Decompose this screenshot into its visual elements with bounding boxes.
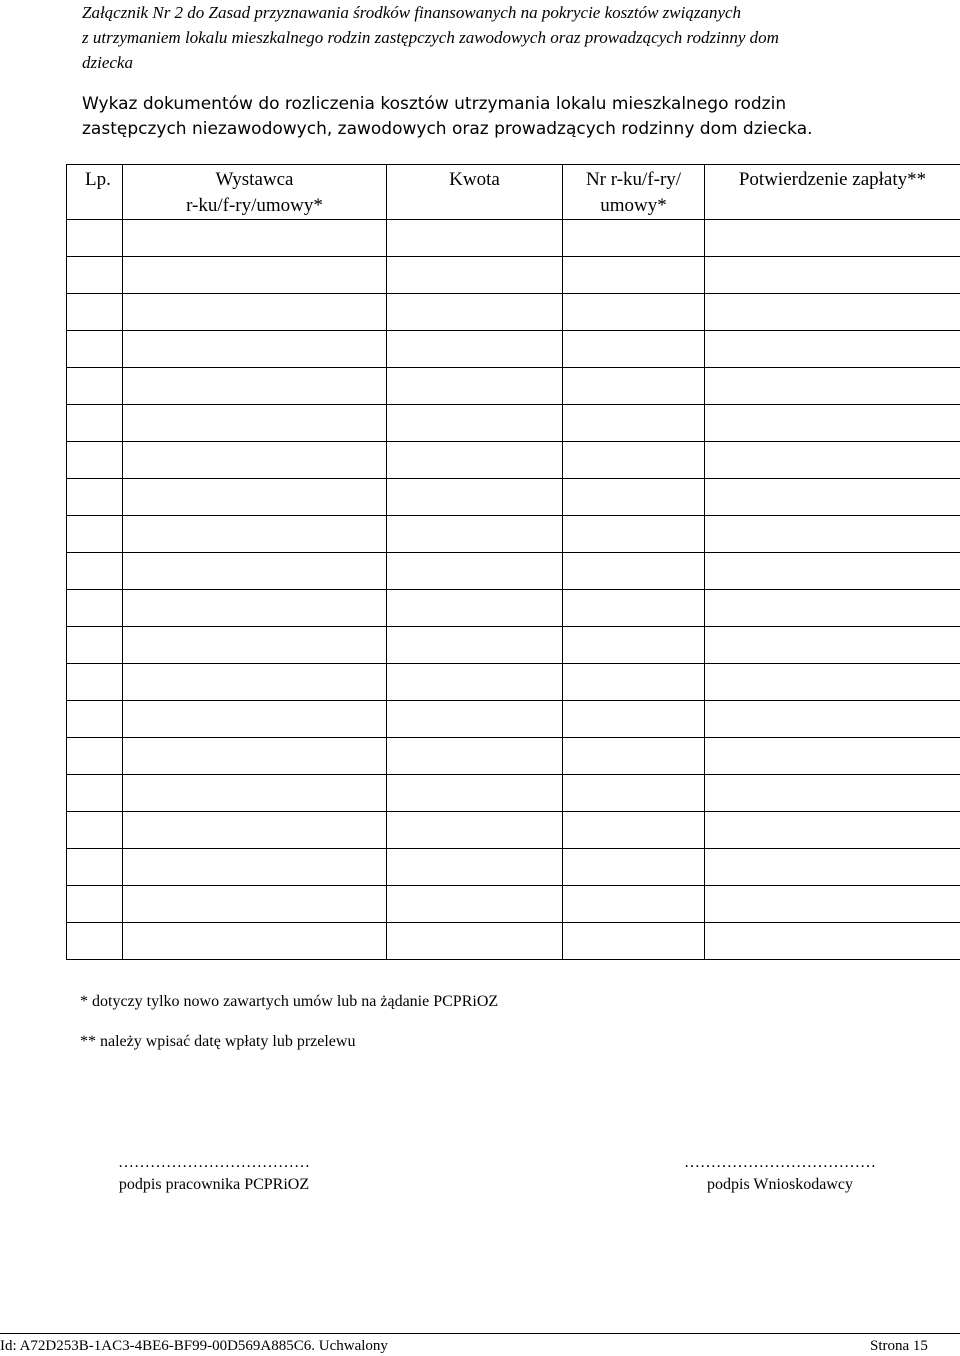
table-row bbox=[67, 331, 960, 368]
table-cell bbox=[563, 368, 705, 405]
table-cell bbox=[705, 849, 960, 886]
table-cell bbox=[67, 553, 123, 590]
column-header-issuer: Wystawca r-ku/f-ry/umowy* bbox=[123, 165, 387, 220]
table-cell bbox=[67, 294, 123, 331]
table-cell bbox=[67, 405, 123, 442]
attachment-header bbox=[82, 0, 902, 75]
table-cell bbox=[563, 590, 705, 627]
table-cell bbox=[387, 849, 563, 886]
table-cell bbox=[705, 701, 960, 738]
table-row bbox=[67, 368, 960, 405]
attachment-header-line-2: z utrzymaniem lokalu mieszkalnego rodzin zastępczych zawodowych oraz prowadzących rodzinny dom bbox=[82, 28, 779, 47]
table-cell bbox=[67, 590, 123, 627]
table-cell bbox=[563, 442, 705, 479]
table-cell bbox=[563, 294, 705, 331]
table-cell bbox=[123, 886, 387, 923]
table-row bbox=[67, 738, 960, 775]
table-cell bbox=[387, 886, 563, 923]
table-cell bbox=[387, 257, 563, 294]
table-cell bbox=[123, 627, 387, 664]
table-cell bbox=[67, 257, 123, 294]
table-cell bbox=[123, 775, 387, 812]
table-cell bbox=[123, 479, 387, 516]
table-header-row bbox=[67, 165, 960, 220]
table-cell bbox=[123, 294, 387, 331]
table-cell bbox=[563, 664, 705, 701]
table-cell bbox=[387, 701, 563, 738]
table-cell bbox=[563, 627, 705, 664]
table-cell bbox=[67, 812, 123, 849]
table-row bbox=[67, 701, 960, 738]
table-body bbox=[67, 220, 960, 960]
table-cell bbox=[705, 627, 960, 664]
table-cell bbox=[387, 627, 563, 664]
footer-divider bbox=[0, 1333, 960, 1334]
table-cell bbox=[387, 220, 563, 257]
table-cell bbox=[387, 553, 563, 590]
table-cell bbox=[563, 479, 705, 516]
footer-document-id: Id: A72D253B-1AC3-4BE6-BF99-00D569A885C6. Uchwalony bbox=[0, 1338, 388, 1354]
table-cell bbox=[387, 738, 563, 775]
table-cell bbox=[563, 220, 705, 257]
table-row bbox=[67, 886, 960, 923]
table-cell bbox=[67, 479, 123, 516]
table-cell bbox=[563, 886, 705, 923]
table-cell bbox=[123, 701, 387, 738]
table-cell bbox=[705, 590, 960, 627]
table-cell bbox=[705, 664, 960, 701]
table-cell bbox=[123, 257, 387, 294]
column-header-lp: Lp. bbox=[67, 165, 123, 220]
table-cell bbox=[705, 257, 960, 294]
table-cell bbox=[387, 442, 563, 479]
table-cell bbox=[123, 923, 387, 960]
table-cell bbox=[387, 368, 563, 405]
signature-applicant bbox=[640, 1152, 920, 1196]
table-cell bbox=[563, 775, 705, 812]
table-cell bbox=[67, 442, 123, 479]
table-cell bbox=[123, 849, 387, 886]
table-cell bbox=[705, 294, 960, 331]
table-cell bbox=[563, 405, 705, 442]
table-cell bbox=[705, 516, 960, 553]
table-cell bbox=[123, 442, 387, 479]
table-row bbox=[67, 664, 960, 701]
table-cell bbox=[563, 553, 705, 590]
table-cell bbox=[705, 812, 960, 849]
table-cell bbox=[123, 738, 387, 775]
table-cell bbox=[387, 923, 563, 960]
table-cell bbox=[67, 923, 123, 960]
table-cell bbox=[123, 664, 387, 701]
table-cell bbox=[387, 812, 563, 849]
table-row bbox=[67, 294, 960, 331]
table-cell bbox=[123, 812, 387, 849]
table-cell bbox=[67, 664, 123, 701]
table-cell bbox=[67, 849, 123, 886]
table-cell bbox=[563, 849, 705, 886]
table-row bbox=[67, 590, 960, 627]
table-cell bbox=[387, 516, 563, 553]
table-row bbox=[67, 923, 960, 960]
signature-applicant-dots: ……………………………… bbox=[684, 1154, 876, 1171]
table-cell bbox=[123, 516, 387, 553]
table-cell bbox=[705, 775, 960, 812]
table-row bbox=[67, 220, 960, 257]
column-header-amount: Kwota bbox=[387, 165, 563, 220]
table-cell bbox=[705, 331, 960, 368]
table-cell bbox=[67, 516, 123, 553]
table-cell bbox=[123, 590, 387, 627]
table-cell bbox=[67, 775, 123, 812]
document-title-line-2: zastępczych niezawodowych, zawodowych oraz prowadzących rodzinny dom dziecka. bbox=[82, 119, 813, 139]
signature-applicant-label: podpis Wnioskodawcy bbox=[707, 1176, 853, 1193]
table-cell bbox=[705, 553, 960, 590]
table-cell bbox=[705, 220, 960, 257]
table-row bbox=[67, 479, 960, 516]
table-cell bbox=[563, 738, 705, 775]
column-header-payment-confirmation: Potwierdzenie zapłaty** bbox=[705, 165, 960, 220]
table-cell bbox=[387, 331, 563, 368]
footnote-2: ** należy wpisać datę wpłaty lub przelewu bbox=[80, 1033, 356, 1050]
table-cell bbox=[387, 405, 563, 442]
table-cell bbox=[563, 923, 705, 960]
table-cell bbox=[123, 553, 387, 590]
table-row bbox=[67, 775, 960, 812]
table-cell bbox=[705, 368, 960, 405]
footer-page-number: Strona 15 bbox=[870, 1338, 928, 1354]
documents-table bbox=[66, 164, 960, 960]
table-cell bbox=[387, 590, 563, 627]
table-cell bbox=[705, 738, 960, 775]
attachment-header-line-1: Załącznik Nr 2 do Zasad przyznawania środków finansowanych na pokrycie kosztów związanych bbox=[82, 3, 742, 22]
table-row bbox=[67, 257, 960, 294]
table-row bbox=[67, 516, 960, 553]
table-cell bbox=[563, 331, 705, 368]
table-cell bbox=[705, 886, 960, 923]
table-cell bbox=[387, 294, 563, 331]
table-cell bbox=[123, 220, 387, 257]
table-row bbox=[67, 849, 960, 886]
footnotes bbox=[80, 992, 880, 1072]
table-cell bbox=[387, 664, 563, 701]
footnote-1: * dotyczy tylko nowo zawartych umów lub na żądanie PCPRiOZ bbox=[80, 993, 499, 1010]
table-row bbox=[67, 442, 960, 479]
table-row bbox=[67, 405, 960, 442]
table-cell bbox=[563, 257, 705, 294]
table-cell bbox=[705, 405, 960, 442]
table-cell bbox=[563, 516, 705, 553]
signature-employee bbox=[74, 1152, 354, 1196]
signature-employee-label: podpis pracownika PCPRiOZ bbox=[118, 1176, 310, 1193]
table-cell bbox=[67, 331, 123, 368]
signature-employee-dots: ……………………………… bbox=[118, 1154, 310, 1171]
table-cell bbox=[563, 812, 705, 849]
table-cell bbox=[123, 331, 387, 368]
table-row bbox=[67, 553, 960, 590]
table-cell bbox=[67, 701, 123, 738]
table-cell bbox=[705, 442, 960, 479]
document-title-line-1: Wykaz dokumentów do rozliczenia kosztów utrzymania lokalu mieszkalnego rodzin bbox=[82, 94, 787, 114]
table-cell bbox=[67, 220, 123, 257]
document-title bbox=[82, 92, 912, 142]
table-cell bbox=[67, 738, 123, 775]
table-cell bbox=[67, 886, 123, 923]
attachment-header-line-3: dziecka bbox=[82, 53, 133, 72]
table-row bbox=[67, 627, 960, 664]
table-row bbox=[67, 812, 960, 849]
table-cell bbox=[123, 405, 387, 442]
table-cell bbox=[67, 368, 123, 405]
table-cell bbox=[123, 368, 387, 405]
column-header-number: Nr r-ku/f-ry/ umowy* bbox=[563, 165, 705, 220]
table-cell bbox=[563, 701, 705, 738]
table-cell bbox=[705, 479, 960, 516]
table-cell bbox=[705, 923, 960, 960]
table-cell bbox=[387, 479, 563, 516]
table-cell bbox=[67, 627, 123, 664]
table-cell bbox=[387, 775, 563, 812]
